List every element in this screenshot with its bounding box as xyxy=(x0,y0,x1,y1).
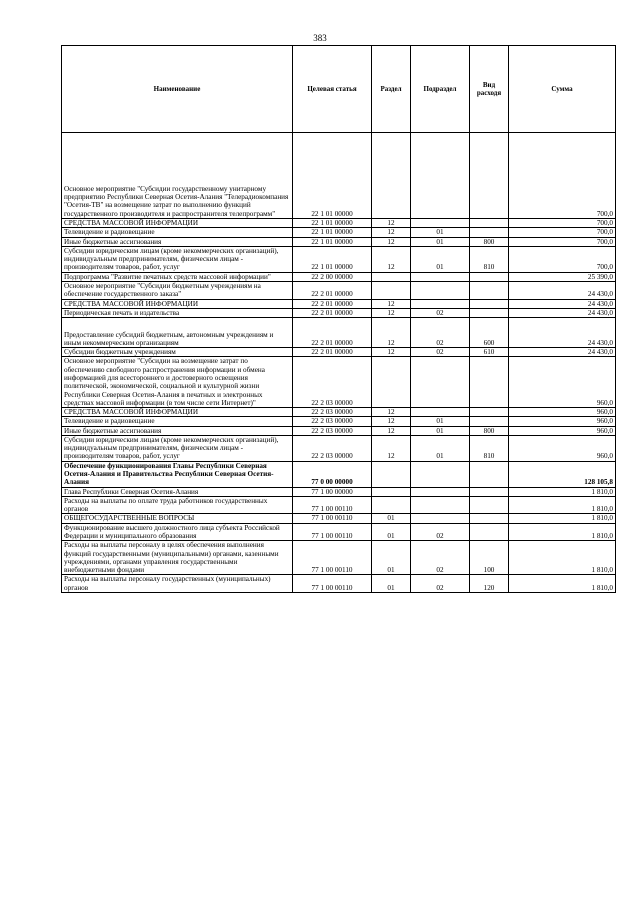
page-number: 383 xyxy=(313,33,327,43)
row-subsection: 01 xyxy=(411,237,470,246)
row-section: 12 xyxy=(372,426,411,435)
table-row xyxy=(62,308,616,317)
table-row xyxy=(62,417,616,426)
row-sum: 1 810,0 xyxy=(509,487,616,496)
row-sum: 1 810,0 xyxy=(509,514,616,523)
row-name: Иные бюджетные ассигнования xyxy=(62,426,293,435)
row-expense-type: 800 xyxy=(470,426,509,435)
row-name: Субсидии юридическим лицам (кроме некоммерческих организаций), индивидуальным предпринимателям, физическим лицам - производителям товаров, работ, услуг xyxy=(62,246,293,272)
row-name: Функционирование высшего должностного лица субъекта Российской Федерации и муниципального образования xyxy=(62,523,293,541)
row-subsection: 01 xyxy=(411,435,470,461)
row-section: 12 xyxy=(372,408,411,417)
row-sum: 25 390,0 xyxy=(509,272,616,281)
table-row xyxy=(62,523,616,541)
row-section: 12 xyxy=(372,318,411,348)
table-row xyxy=(62,272,616,281)
row-name: Иные бюджетные ассигнования xyxy=(62,237,293,246)
row-section: 12 xyxy=(372,417,411,426)
row-expense-type xyxy=(470,228,509,237)
row-section: 01 xyxy=(372,541,411,575)
table-header-row xyxy=(62,46,616,133)
row-name: Телевидение и радиовещание xyxy=(62,417,293,426)
row-section: 12 xyxy=(372,308,411,317)
table-row xyxy=(62,246,616,272)
row-expense-type xyxy=(470,487,509,496)
row-section: 12 xyxy=(372,237,411,246)
row-name: СРЕДСТВА МАССОВОЙ ИНФОРМАЦИИ xyxy=(62,408,293,417)
row-subsection xyxy=(411,133,470,219)
row-expense-type: 600 xyxy=(470,318,509,348)
row-name: Основное мероприятие "Субсидии государственному унитарному предприятию Республики Северная Осетия-Алания "Телерадиокомпания "Осетия-ТВ" на возмещение затрат по выполнению функций государственного производителя и распространителя телепрограмм" xyxy=(62,133,293,219)
row-name: Расходы на выплаты персоналу государственных (муниципальных) органов xyxy=(62,575,293,593)
row-expense-type xyxy=(470,496,509,514)
row-expense-type xyxy=(470,357,509,408)
table-row xyxy=(62,357,616,408)
table-row xyxy=(62,228,616,237)
row-name: Телевидение и радиовещание xyxy=(62,228,293,237)
row-expense-type xyxy=(470,523,509,541)
row-sum: 24 430,0 xyxy=(509,348,616,357)
row-name: Расходы на выплаты персоналу в целях обеспечения выполнения функций государственными (муниципальными) органами, казенными учреждениями, органами управления государственными внебюджетными фондами xyxy=(62,541,293,575)
header-section: Раздел xyxy=(372,46,411,133)
table-row xyxy=(62,575,616,593)
row-sum: 1 810,0 xyxy=(509,575,616,593)
row-target-code: 22 2 03 00000 xyxy=(293,426,372,435)
row-target-code: 22 2 03 00000 xyxy=(293,435,372,461)
row-section: 12 xyxy=(372,348,411,357)
row-expense-type xyxy=(470,133,509,219)
row-name: СРЕДСТВА МАССОВОЙ ИНФОРМАЦИИ xyxy=(62,219,293,228)
table-row xyxy=(62,514,616,523)
row-name: ОБЩЕГОСУДАРСТВЕННЫЕ ВОПРОСЫ xyxy=(62,514,293,523)
table-row xyxy=(62,237,616,246)
row-expense-type xyxy=(470,514,509,523)
row-sum: 960,0 xyxy=(509,417,616,426)
row-section xyxy=(372,487,411,496)
row-target-code: 77 1 00 00110 xyxy=(293,575,372,593)
row-expense-type: 810 xyxy=(470,435,509,461)
row-sum: 128 105,8 xyxy=(509,461,616,487)
row-expense-type: 100 xyxy=(470,541,509,575)
row-target-code: 22 2 01 00000 xyxy=(293,318,372,348)
row-name: Глава Республики Северная Осетия-Алания xyxy=(62,487,293,496)
row-name: Основное мероприятие "Субсидии на возмещение затрат по обеспечению свободного распространения информации и обмена информацией для всестороннего и достоверного освещения политической, экономической, социальной и культурной жизни Республики Северная Осетия-Алания в печатных и электронных средствах массовой информации (в том числе сети Интернет)" xyxy=(62,357,293,408)
row-expense-type xyxy=(470,461,509,487)
row-name: Расходы на выплаты по оплате труда работников государственных органов xyxy=(62,496,293,514)
row-subsection: 02 xyxy=(411,318,470,348)
table-row xyxy=(62,541,616,575)
row-section xyxy=(372,357,411,408)
row-sum: 960,0 xyxy=(509,408,616,417)
table-row xyxy=(62,299,616,308)
row-target-code: 77 1 00 00110 xyxy=(293,514,372,523)
row-target-code: 22 1 01 00000 xyxy=(293,237,372,246)
row-sum: 1 810,0 xyxy=(509,541,616,575)
row-section: 01 xyxy=(372,523,411,541)
row-name: Обеспечение функционирования Главы Республики Северная Осетия-Алания и Правительства Республики Северная Осетия-Алания xyxy=(62,461,293,487)
row-subsection xyxy=(411,461,470,487)
table-row xyxy=(62,133,616,219)
row-section xyxy=(372,281,411,299)
row-target-code: 22 1 01 00000 xyxy=(293,133,372,219)
row-sum: 24 430,0 xyxy=(509,308,616,317)
row-sum: 24 430,0 xyxy=(509,318,616,348)
row-expense-type xyxy=(470,417,509,426)
row-expense-type: 800 xyxy=(470,237,509,246)
row-section: 12 xyxy=(372,246,411,272)
row-sum: 700,0 xyxy=(509,237,616,246)
row-subsection xyxy=(411,487,470,496)
table-row xyxy=(62,219,616,228)
row-target-code: 22 1 01 00000 xyxy=(293,219,372,228)
row-subsection: 02 xyxy=(411,308,470,317)
row-sum: 960,0 xyxy=(509,357,616,408)
row-expense-type: 610 xyxy=(470,348,509,357)
row-subsection: 02 xyxy=(411,541,470,575)
header-subsection: Подраздел xyxy=(411,46,470,133)
row-expense-type xyxy=(470,308,509,317)
row-subsection: 02 xyxy=(411,523,470,541)
row-section xyxy=(372,461,411,487)
header-target-code: Целевая статья xyxy=(293,46,372,133)
row-sum: 700,0 xyxy=(509,133,616,219)
table-row xyxy=(62,318,616,348)
budget-table xyxy=(61,45,616,593)
row-sum: 24 430,0 xyxy=(509,299,616,308)
row-expense-type xyxy=(470,272,509,281)
row-target-code: 22 2 01 00000 xyxy=(293,299,372,308)
row-section: 12 xyxy=(372,219,411,228)
row-target-code: 22 2 01 00000 xyxy=(293,281,372,299)
row-section: 12 xyxy=(372,435,411,461)
row-target-code: 77 0 00 00000 xyxy=(293,461,372,487)
table-row xyxy=(62,281,616,299)
row-section: 01 xyxy=(372,514,411,523)
row-subsection: 01 xyxy=(411,246,470,272)
row-name: Субсидии юридическим лицам (кроме некоммерческих организаций), индивидуальным предпринимателям, физическим лицам - производителям товаров, работ, услуг xyxy=(62,435,293,461)
row-target-code: 22 2 03 00000 xyxy=(293,408,372,417)
row-expense-type: 120 xyxy=(470,575,509,593)
row-subsection: 02 xyxy=(411,575,470,593)
row-section: 01 xyxy=(372,575,411,593)
row-subsection xyxy=(411,272,470,281)
row-expense-type xyxy=(470,408,509,417)
row-subsection: 01 xyxy=(411,228,470,237)
row-subsection xyxy=(411,496,470,514)
table-body xyxy=(62,133,616,593)
row-expense-type xyxy=(470,299,509,308)
row-target-code: 77 1 00 00000 xyxy=(293,487,372,496)
row-name: Подпрограмма "Развитие печатных средств массовой информации" xyxy=(62,272,293,281)
row-subsection xyxy=(411,357,470,408)
row-target-code: 77 1 00 00110 xyxy=(293,496,372,514)
row-target-code: 77 1 00 00110 xyxy=(293,541,372,575)
row-expense-type xyxy=(470,281,509,299)
table-row xyxy=(62,348,616,357)
row-subsection xyxy=(411,514,470,523)
row-section xyxy=(372,272,411,281)
row-section: 12 xyxy=(372,299,411,308)
row-sum: 960,0 xyxy=(509,426,616,435)
row-target-code: 22 2 03 00000 xyxy=(293,357,372,408)
row-name: СРЕДСТВА МАССОВОЙ ИНФОРМАЦИИ xyxy=(62,299,293,308)
row-target-code: 22 2 01 00000 xyxy=(293,308,372,317)
row-target-code: 22 2 01 00000 xyxy=(293,348,372,357)
row-sum: 700,0 xyxy=(509,219,616,228)
row-section xyxy=(372,496,411,514)
row-sum: 960,0 xyxy=(509,435,616,461)
row-sum: 700,0 xyxy=(509,228,616,237)
row-target-code: 22 2 00 00000 xyxy=(293,272,372,281)
row-name: Предоставление субсидий бюджетным, автономным учреждениям и иным некоммерческим организациям xyxy=(62,318,293,348)
header-sum: Сумма xyxy=(509,46,616,133)
row-subsection xyxy=(411,281,470,299)
table-row xyxy=(62,408,616,417)
row-sum: 1 810,0 xyxy=(509,496,616,514)
row-subsection: 02 xyxy=(411,348,470,357)
row-subsection xyxy=(411,408,470,417)
row-target-code: 22 2 03 00000 xyxy=(293,417,372,426)
table-row xyxy=(62,496,616,514)
row-subsection xyxy=(411,219,470,228)
row-expense-type xyxy=(470,219,509,228)
row-sum: 24 430,0 xyxy=(509,281,616,299)
row-section: 12 xyxy=(372,228,411,237)
row-section xyxy=(372,133,411,219)
row-subsection: 01 xyxy=(411,426,470,435)
row-sum: 1 810,0 xyxy=(509,523,616,541)
table-row xyxy=(62,487,616,496)
row-target-code: 77 1 00 00110 xyxy=(293,523,372,541)
header-expense-type: Вид расходя xyxy=(470,46,509,133)
row-target-code: 22 1 01 00000 xyxy=(293,228,372,237)
row-name: Основное мероприятие "Субсидии бюджетным учреждениям на обеспечение государственного заказа" xyxy=(62,281,293,299)
header-name: Наименование xyxy=(62,46,293,133)
table-row xyxy=(62,426,616,435)
row-name: Субсидии бюджетным учреждениям xyxy=(62,348,293,357)
row-name: Периодическая печать и издательства xyxy=(62,308,293,317)
row-subsection xyxy=(411,299,470,308)
table-row xyxy=(62,461,616,487)
table-row xyxy=(62,435,616,461)
row-expense-type: 810 xyxy=(470,246,509,272)
row-target-code: 22 1 01 00000 xyxy=(293,246,372,272)
row-subsection: 01 xyxy=(411,417,470,426)
row-sum: 700,0 xyxy=(509,246,616,272)
